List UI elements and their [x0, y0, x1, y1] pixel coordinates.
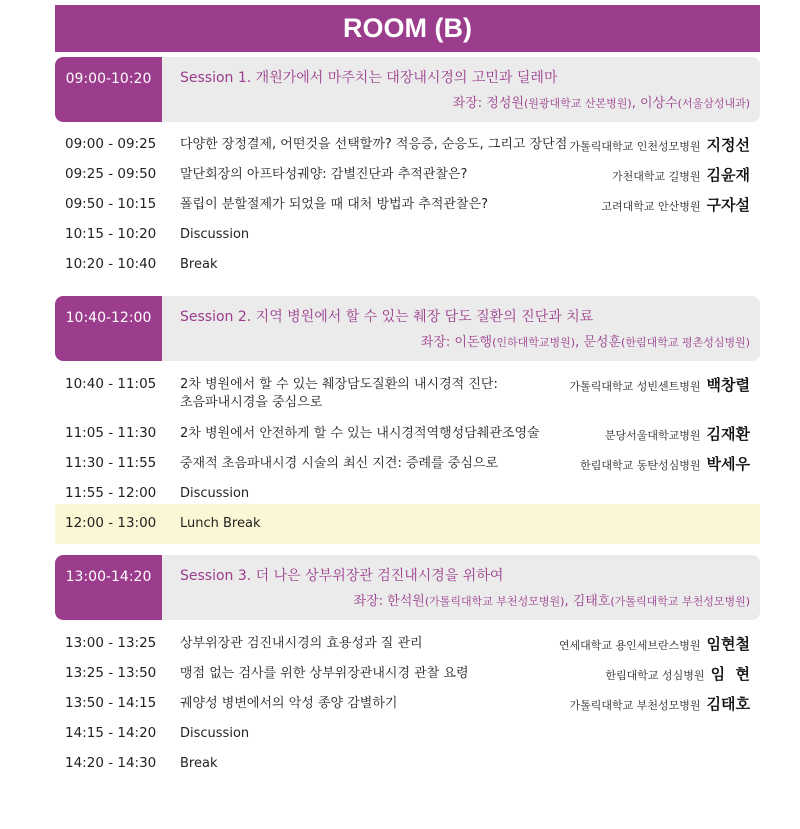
session-time: 10:40-12:00 [55, 296, 162, 361]
session-chairs: 좌장: 정성원(원광대학교 산본병원), 이상수(서울삼성내과) [452, 96, 750, 111]
program-row: 14:20 - 14:30 Break [65, 755, 218, 771]
session-time: 09:00-10:20 [55, 57, 162, 122]
session-chairs: 좌장: 이돈행(인하대학교병원), 문성훈(한림대학교 평촌성심병원) [420, 335, 750, 350]
program-row: 10:20 - 10:40 Break [65, 256, 218, 272]
session-header-2 [55, 296, 760, 361]
session-chairs: 좌장: 한석원(가톨릭대학교 부천성모병원), 김태호(가톨릭대학교 부천성모병원) [353, 594, 750, 609]
program-row: 10:40 - 11:05 2차 병원에서 할 수 있는 췌장담도질환의 내시경적 진단: 초음파내시경을 중심으로 가톨릭대학교 성빈센트병원 백창렬 [65, 376, 750, 410]
lunch-row: 12:00 - 13:00 Lunch Break [55, 504, 760, 544]
program-row: 09:00 - 09:25 다양한 장정결제, 어떤것을 선택할까? 적응증, 순응도, 그리고 장단점 가톨릭대학교 인천성모병원 지정선 [65, 136, 750, 154]
session-header-1 [55, 57, 760, 122]
program-row: 13:25 - 13:50 맹점 없는 검사를 위한 상부위장관내시경 관찰 요령 한림대학교 성심병원 임 현 [65, 665, 750, 683]
program-row: 11:05 - 11:30 2차 병원에서 안전하게 할 수 있는 내시경적역행성담췌관조영술 분당서울대학교병원 김재환 [65, 425, 750, 443]
session-title: Session 2. 지역 병원에서 할 수 있는 췌장 담도 질환의 진단과 치료 [180, 309, 594, 325]
program-row: 13:00 - 13:25 상부위장관 검진내시경의 효용성과 질 관리 연세대학교 용인세브란스병원 임현철 [65, 635, 750, 653]
session-title: Session 3. 더 나은 상부위장관 검진내시경을 위하여 [180, 568, 504, 584]
session-title: Session 1. 개원가에서 마주치는 대장내시경의 고민과 딜레마 [180, 70, 558, 86]
program-row: 13:50 - 14:15 궤양성 병변에서의 악성 종양 감별하기 가톨릭대학교 부천성모병원 김태호 [65, 695, 750, 713]
program-row: 09:25 - 09:50 말단회장의 아프타성궤양: 감별진단과 추적관찰은? 가천대학교 길병원 김윤재 [65, 166, 750, 184]
session-header-3 [55, 555, 760, 620]
program-row: 10:15 - 10:20 Discussion [65, 226, 250, 242]
program-row: 11:30 - 11:55 중재적 초음파내시경 시술의 최신 지견: 증례를 중심으로 한림대학교 동탄성심병원 박세우 [65, 455, 750, 473]
program-row: 14:15 - 14:20 Discussion [65, 725, 250, 741]
room-title: ROOM (B) [55, 5, 760, 52]
program-row: 09:50 - 10:15 폴립이 분할절제가 되었을 때 대처 방법과 추적관찰은? 고려대학교 안산병원 구자설 [65, 196, 750, 214]
session-time: 13:00-14:20 [55, 555, 162, 620]
program-row: 11:55 - 12:00 Discussion [65, 485, 250, 501]
